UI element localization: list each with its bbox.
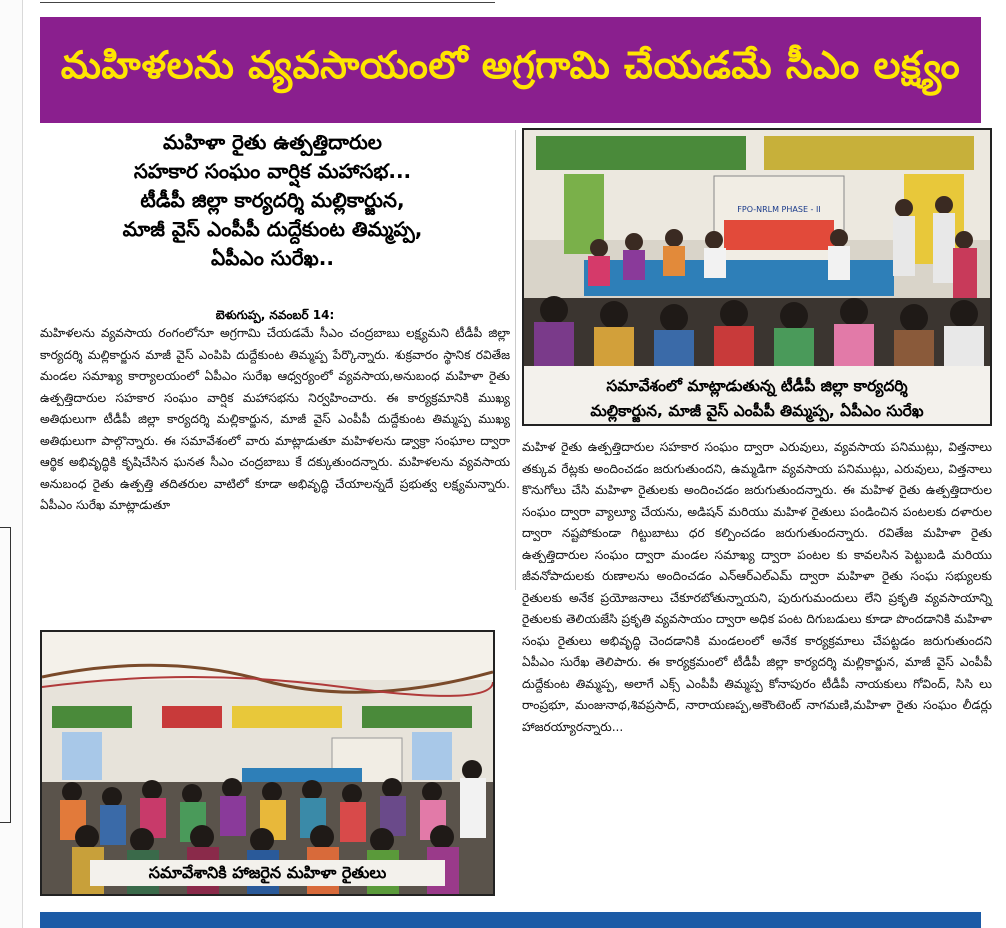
article-body-right	[522, 437, 992, 738]
photo-audience-image	[42, 632, 493, 894]
caption-line: మల్లికార్జున, మాజీ వైస్ ఎంపీపీ తిమ్మప్ప, ఏపీఎం సురేఖ	[590, 402, 924, 420]
subheadline-line: మాజీ వైస్ ఎంపీపీ దుద్దేకుంట తిమ్మప్ప,	[122, 217, 423, 241]
article-body-left	[40, 323, 510, 517]
adjacent-column-strip	[0, 0, 23, 928]
photo-audience-caption: సమావేశానికి హాజరైన మహిళా రైతులు	[90, 860, 445, 886]
adjacent-column-box	[0, 527, 11, 823]
article-paragraph: మహిళ రైతు ఉత్పత్తిదారుల సహకార సంఘం ద్వారా ఎరువులు, వ్యవసాయ పనిముట్లు, విత్తనాలు తక్కువ రేట్లకు అందించడం జరుగుతుందని, ఉమ్మడిగా వ్యవసాయ పనిముట్లు, ఎరువులు, విత్తనాలు కొనుగోలు చేసి మహిళా రైతులకు అందించడం జరుగుతుందన్నారు. ఈ మహిళ రైతు ఉత్పత్తిదారుల సంఘం ద్వారా వ్యాల్యూ చేయను, అడిషన్ మరియు మహిళ రైతులు పండించిన పంటలకు దళారుల ద్వారా నష్టపోకుండా గిట్టుబాటు ధర కల్పించడం జరుగుతుందన్నారు. రవితేజ మహిళా రైతు ఉత్పత్తిదారుల సంఘం ద్వారా మండల సమాఖ్య ద్వారా పంటల కు కావలసిన పెట్టుబడి మరియు జీవనోపాదులకు రుణాలను అందించడం ఎన్ఆర్ఎల్ఎమ్ ద్వారా మహిళా రైతు సంఘ సభ్యులకు రైతులకు అనేక ప్రయోజనాలు చేకూరబోతున్నాయని, పురుగుమందులు లేని ప్రకృతి వ్యవసాయాన్ని రైతులకు తెలియజేసి ప్రకృతి వ్యవసాయం ద్వారా అధిక పంట దిగుబడులు కూడా పొందడానికి మహిళా సంఘ రైతులు అభివృద్ధి చెందడానికి మండలంలో అనేక కార్యక్రమాలు చేపట్టడం జరుగుతుందని ఏపీఎం సురేఖ తెలిపారు. ఈ కార్యక్రమంలో టీడీపీ జిల్లా కార్యదర్శి మల్లికార్జున, మాజీ వైస్ ఎంపీపీ దుద్దేకుంట తిమ్మప్ప, అలాగే ఎక్స్ ఎంపీపీ తిమ్మప్ప కోనాపురం టీడీపీ నాయకులు గోవింద్, సిసి లు రాంప్రభూ, మంజునాథ,శివప్రసాద్, నారాయణప్ప,అకౌంటెంట్ నాగమణి,మహిళా రైతు సంఘం లీడర్లు హాజరయ్యారన్నారు...	[522, 440, 992, 734]
caption-line: సమావేశంలో మాట్లాడుతున్న టీడీపీ జిల్లా కార్యదర్శి	[606, 377, 908, 395]
photo-banner-text: FPO-NRLM PHASE - II	[737, 205, 821, 214]
subheadline	[40, 128, 505, 273]
top-rule	[40, 2, 495, 3]
headline-band	[40, 17, 981, 123]
bottom-color-band	[40, 912, 981, 928]
subheadline-line: టీడీపీ జిల్లా కార్యదర్శి మల్లికార్జున,	[140, 188, 405, 212]
subheadline-line: మహిళా రైతు ఉత్పత్తిదారుల	[163, 130, 382, 154]
subheadline-line: ఏపీఎం సురేఖ..	[211, 246, 334, 270]
column-divider	[515, 130, 516, 590]
article-paragraph: మహిళలను వ్యవసాయ రంగంలోనూ అగ్రగామి చేయడమే సీఎం చంద్రబాబు లక్ష్యమని టీడీపీ జిల్లా కార్యదర్శి మల్లికార్జున మాజీ వైస్ ఎంపిపి దుద్దేకుంట తిమ్మప్ప పేర్కొన్నారు. శుక్రవారం స్థానిక రవితేజ మండల సమాఖ్య కార్యాలయంలో ఏపీఎం సురేఖ ఆధ్వర్యంలో వ్యవసాయ,అనుబంధ మహిళా రైతు ఉత్పత్తిదారుల సహకార సంఘం వార్షిక మహాసభను నిర్వహించారు. ఈ కార్యక్రమానికి ముఖ్య అతిథులుగా టీడీపీ జిల్లా కార్యదర్శి మల్లికార్జున, మాజీ వైస్ ఎంపీపీ దుద్దేకుంట తిమ్మప్ప ముఖ్య అతిథులుగా పాల్గొన్నారు. ఈ సమావేశంలో వారు మాట్లాడుతూ మహిళలను డ్వాక్రా సంఘాల ద్వారా ఆర్థిక అభివృద్ధికి కృషిచేసిన ఘనత సీఎం చంద్రబాబు కే దక్కుతుందన్నారు. మహిళలను వ్యవసాయ అనుబంధ రైతు ఉత్పత్తి తదితరుల వాటిలో కూడా అభివృద్ధి చేయాలన్నదే ప్రభుత్వ లక్ష్యమన్నారు. ఏపీఎం సురేఖ మాట్లాడుతూ	[40, 326, 510, 512]
photo-speakers-caption	[526, 374, 988, 424]
dateline: బెళుగుప్ప, నవంబర్ 14:	[215, 308, 335, 322]
photo-audience	[40, 630, 495, 896]
headline: మహిళలను వ్యవసాయంలో అగ్రగామి చేయడమే సీఎం లక్ష్యం	[60, 43, 961, 87]
subheadline-line: సహకార సంఘం వార్షిక మహాసభ...	[133, 159, 412, 183]
